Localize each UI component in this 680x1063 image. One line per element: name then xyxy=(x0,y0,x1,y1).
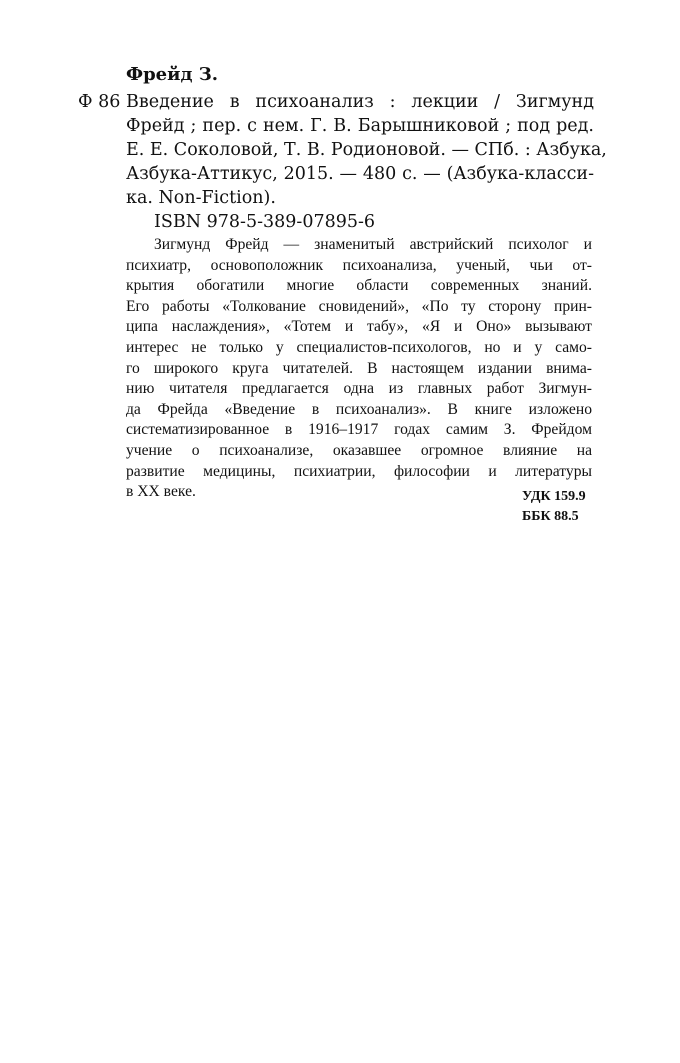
bibliographic-description xyxy=(126,90,607,210)
shelf-code: Ф 86 xyxy=(78,92,121,112)
bibliographic-line: Азбука-Аттикус, 2015. — 480 с. — (Азбука-класси- xyxy=(126,164,594,184)
annotation-line: психиатр, основоположник психоанализа, ученый, чьи от- xyxy=(126,256,592,274)
isbn: ISBN 978-5-389-07895-6 xyxy=(154,212,376,232)
bbk-code: ББК 88.5 xyxy=(522,509,579,524)
annotation xyxy=(126,235,592,503)
annotation-line: в XX веке. xyxy=(126,483,196,501)
annotation-line: ципа наслаждения», «Тотем и табу», «Я и Оно» вызывают xyxy=(126,318,592,336)
bibliographic-line: ка. Non-Fiction). xyxy=(126,188,276,208)
author-heading: Фрейд З. xyxy=(126,64,218,85)
annotation-line: Его работы «Толкование сновидений», «По ту сторону прин- xyxy=(126,297,592,315)
annotation-line: систематизированное в 1916–1917 годах самим З. Фрейдом xyxy=(126,421,592,439)
annotation-line: крытия обогатили многие области современных знаний. xyxy=(126,277,592,295)
bibliographic-line: Введение в психоанализ : лекции / Зигмунд xyxy=(126,92,594,112)
annotation-line: развитие медицины, психиатрии, философии и литературы xyxy=(126,462,592,480)
bibliographic-line: Фрейд ; пер. с нем. Г. В. Барышниковой ; под ред. xyxy=(126,116,594,136)
annotation-line: да Фрейда «Введение в психоанализ». В книге изложено xyxy=(126,400,592,418)
annotation-line: интерес не только у специалистов-психологов, но и у само- xyxy=(126,338,592,356)
annotation-line: го широкого круга читателей. В настоящем издании внима- xyxy=(126,359,592,377)
udk-code: УДК 159.9 xyxy=(522,489,586,504)
classification-codes xyxy=(522,487,586,527)
annotation-line: Зигмунд Фрейд — знаменитый австрийский психолог и xyxy=(154,236,592,253)
annotation-line: нию читателя предлагается одна из главных работ Зигмун- xyxy=(126,380,592,398)
annotation-line: учение о психоанализе, оказавшее огромное влияние на xyxy=(126,441,592,459)
bibliographic-line: Е. Е. Соколовой, Т. В. Родионовой. — СПб. : Азбука, xyxy=(126,140,607,160)
